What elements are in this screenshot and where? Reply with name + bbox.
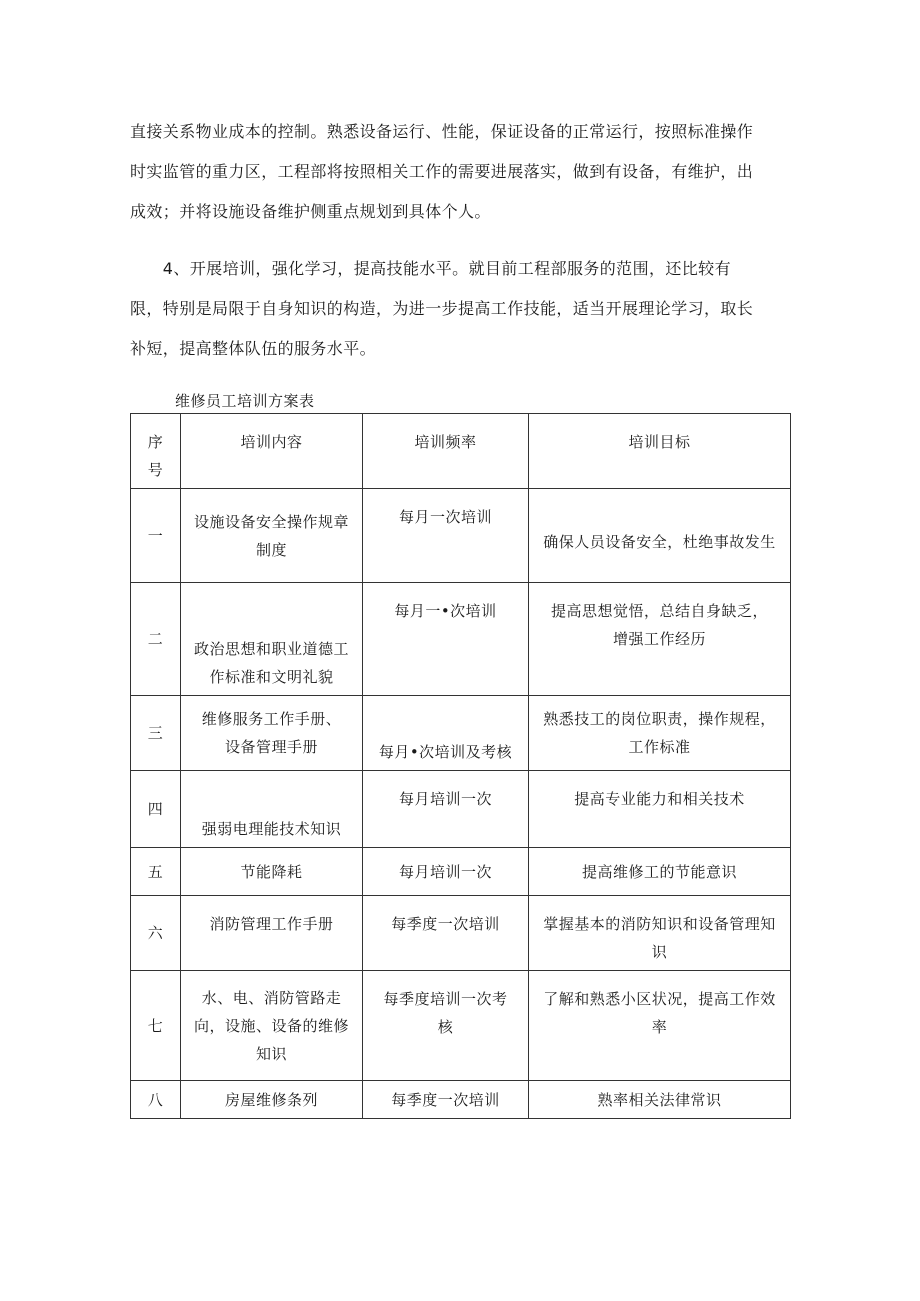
table-caption: 维修员工培训方案表 — [175, 392, 315, 410]
row-content — [181, 696, 363, 771]
row-frequency — [363, 771, 529, 848]
row-number: 四 — [131, 771, 181, 848]
row-number: 五 — [131, 848, 181, 896]
header-frequency — [363, 414, 529, 489]
goal-line: 提高专业能力和相关技术 — [574, 790, 745, 808]
content-line: 维修服务工作手册、 — [201, 710, 342, 728]
frequency-line: 每月一次培训 — [398, 508, 492, 526]
row-content — [181, 489, 363, 583]
paragraph-line: 成效；并将设施设备维护侧重点规划到具体个人。 — [130, 202, 491, 221]
goal-line: 掌握基本的消防知识和设备管理知 — [543, 915, 776, 933]
row-goal — [529, 489, 791, 583]
goal-line: 提高维修工的节能意识 — [581, 862, 737, 881]
paragraph-line: 补短，提高整体队伍的服务水平。 — [130, 339, 377, 358]
paragraph-line: 限，特别是局限于自身知识的构造，为进一步提高工作技能，适当开展理论学习，取长 — [130, 299, 754, 318]
row-number: 八 — [131, 1081, 181, 1119]
goal-line: 率 — [651, 1018, 668, 1036]
table-row — [131, 489, 791, 583]
header-goal-label: 培训目标 — [628, 433, 691, 451]
row-goal — [529, 896, 791, 971]
header-content-label: 培训内容 — [240, 433, 303, 451]
table-header-row — [131, 414, 791, 489]
row-number: 七 — [131, 971, 181, 1081]
row-content — [181, 848, 363, 896]
frequency-line: 每月培训一次 — [398, 790, 492, 808]
frequency-line: 每月培训一次 — [398, 862, 492, 881]
goal-line: 熟率相关法律常识 — [597, 1090, 722, 1109]
paragraph-equipment-control — [130, 112, 790, 232]
row-goal — [529, 696, 791, 771]
content-line: 设施设备安全操作规章 — [193, 512, 349, 531]
content-line: 房屋维修条列 — [224, 1090, 318, 1109]
goal-line: 确保人员设备安全，杜绝事故发生 — [543, 532, 776, 551]
content-line: 设备管理手册 — [224, 738, 318, 756]
header-no — [131, 414, 181, 489]
training-plan-table — [130, 413, 791, 1119]
frequency-line: 每月•次培训及考核 — [378, 743, 513, 761]
row-frequency — [363, 489, 529, 583]
goal-line: 识 — [651, 943, 668, 961]
row-number: 三 — [131, 696, 181, 771]
header-no-line: 号 — [147, 461, 164, 479]
table-row — [131, 896, 791, 971]
content-line: 政治思想和职业道德工 — [193, 640, 349, 658]
row-frequency — [363, 971, 529, 1081]
content-line: 消防管理工作手册 — [209, 915, 334, 933]
content-line: 强弱电理能技术知识 — [201, 820, 342, 838]
header-frequency-label: 培训频率 — [414, 433, 477, 451]
row-frequency — [363, 848, 529, 896]
content-line: 制度 — [255, 540, 287, 559]
row-goal — [529, 971, 791, 1081]
goal-line: 熟悉技工的岗位职责，操作规程， — [543, 710, 776, 728]
content-line: 水、电、消防管路走 — [201, 988, 342, 1007]
goal-line: 了解和熟悉小区状况，提高工作效 — [543, 990, 776, 1008]
header-no-line: 序 — [147, 433, 164, 451]
frequency-line: 每月一•次培训 — [394, 602, 497, 620]
row-content — [181, 971, 363, 1081]
row-content — [181, 1081, 363, 1119]
paragraph-line: 4、开展培训，强化学习，提高技能水平。就目前工程部服务的范围，还比较有 — [130, 259, 731, 278]
row-content — [181, 583, 363, 696]
content-line: 节能降耗 — [240, 862, 303, 881]
table-row — [131, 971, 791, 1081]
content-line: 向，设施、设备的维修 — [193, 1016, 349, 1035]
row-frequency — [363, 583, 529, 696]
row-goal — [529, 1081, 791, 1119]
header-goal — [529, 414, 791, 489]
table-row — [131, 583, 791, 696]
frequency-line: 每季度一次培训 — [391, 915, 500, 933]
row-frequency — [363, 1081, 529, 1119]
table-row — [131, 696, 791, 771]
table-row — [131, 771, 791, 848]
row-number: 一 — [131, 489, 181, 583]
frequency-line: 每季度一次培训 — [391, 1090, 500, 1109]
row-goal — [529, 848, 791, 896]
row-number: 六 — [131, 896, 181, 971]
frequency-line: 核 — [437, 1018, 454, 1036]
goal-line: 工作标准 — [628, 738, 691, 756]
paragraph-line: 时实监管的重力区，工程部将按照相关工作的需要进展落实，做到有设备，有维护，出 — [130, 162, 754, 181]
goal-line: 提高思想觉悟，总结自身缺乏， — [550, 602, 768, 620]
row-frequency — [363, 696, 529, 771]
paragraph-line: 直接关系物业成本的控制。熟悉设备运行、性能，保证设备的正常运行，按照标准操作 — [130, 122, 754, 141]
goal-line: 增强工作经历 — [612, 630, 706, 648]
content-line: 知识 — [255, 1044, 287, 1063]
row-content — [181, 896, 363, 971]
frequency-line: 每季度培训一次考 — [383, 990, 508, 1008]
table-row — [131, 1081, 791, 1119]
row-frequency — [363, 896, 529, 971]
row-goal — [529, 771, 791, 848]
content-line: 作标准和文明礼貌 — [209, 668, 334, 686]
row-goal — [529, 583, 791, 696]
header-content — [181, 414, 363, 489]
row-content — [181, 771, 363, 848]
paragraph-training — [130, 249, 790, 369]
row-number: 二 — [131, 583, 181, 696]
table-row — [131, 848, 791, 896]
